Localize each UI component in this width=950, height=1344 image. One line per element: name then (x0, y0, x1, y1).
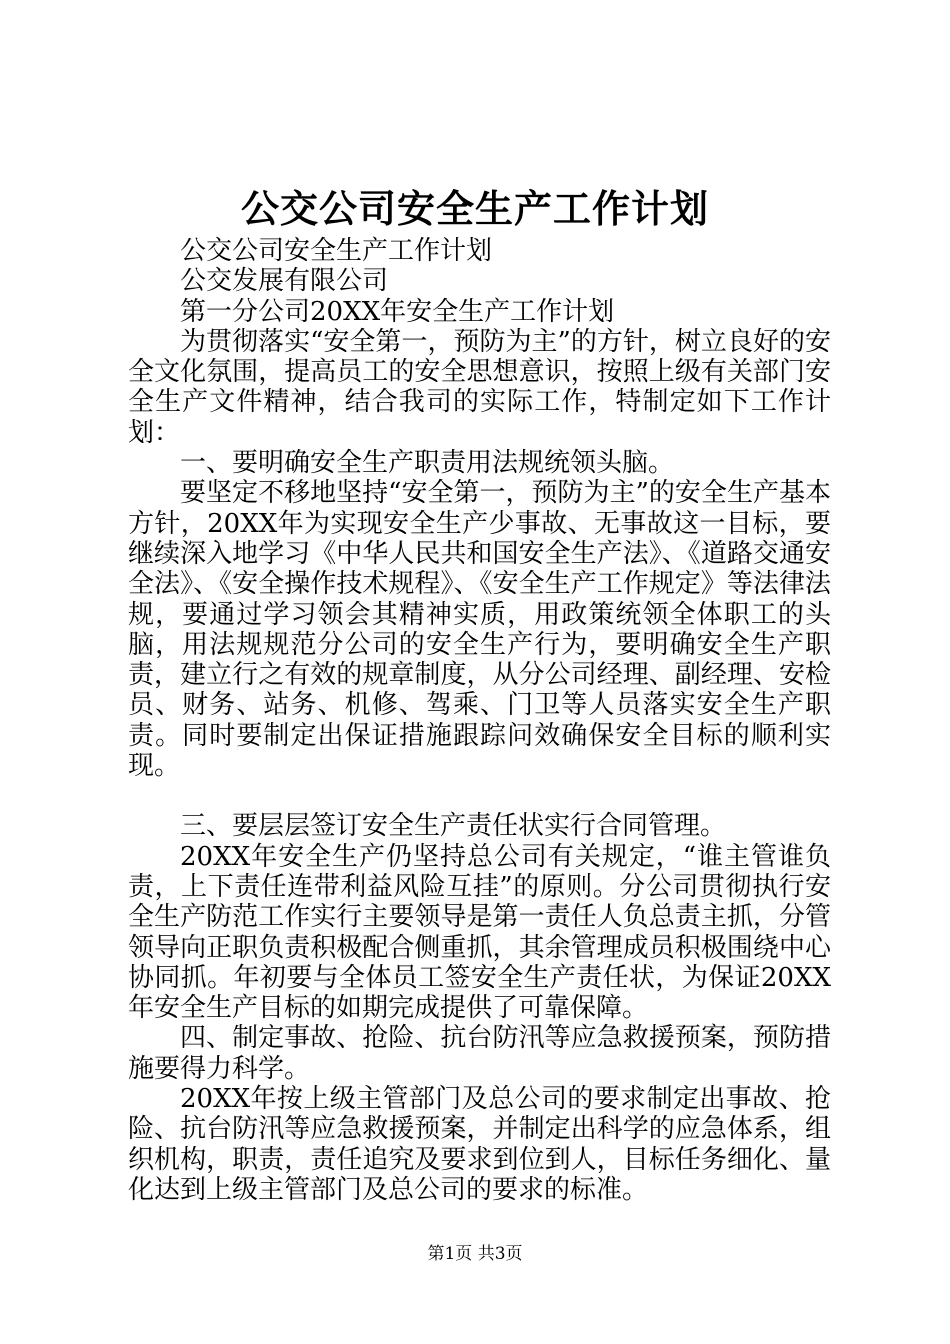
paragraph-intro: 为贯彻落实“安全第一，预防为主”的方针，树立良好的安全文化氛围，提高员工的安全思想意识，按照上级有关部门安全生产文件精神，结合我司的实际工作，特制定如下工作计划： (128, 326, 831, 448)
section-heading-3: 三、要层层签订安全生产责任状实行合同管理。 (180, 811, 727, 842)
document-body (128, 236, 831, 1205)
paragraph-section-4: 20XX年按上级主管部门及总公司的要求制定出事故、抢险、抗台防汛等应急救援预案，并制定出科学的应急体系，组织机构，职责，责任追究及要求到位到人，目标任务细化、量化达到上级主管部门及总公司的要求的标准。 (128, 1084, 831, 1205)
page-number-footer: 第1页 共3页 (427, 1244, 523, 1264)
paragraph-section-1: 要坚定不移地坚持“安全第一，预防为主”的安全生产基本方针，20XX年为实现安全生产少事故、无事故这一目标，要继续深入地学习《中华人民共和国安全生产法》、《道路交通安全法》、《安全操作技术规程》、《安全生产工作规定》等法律法规，要通过学习领会其精神实质，用政策统领全体职工的头脑，用法规规范分公司的安全生产行为，要明确安全生产职责，建立行之有效的规章制度，从分公司经理、副经理、安检员、财务、站务、机修、驾乘、门卫等人员落实安全生产职责。同时要制定出保证措施跟踪问效确保安全目标的顺利实现。 (128, 478, 831, 782)
paragraph-company: 公交发展有限公司 (180, 266, 389, 297)
paragraph-section-3: 20XX年安全生产仍坚持总公司有关规定，“谁主管谁负责，上下责任连带利益风险互挂”的原则。分公司贯彻执行安全生产防范工作实行主要领导是第一责任人负总责主抓，分管领导向正职负责积极配合侧重抓，其余管理成员积极围绕中心协同抓。年初要与全体员工签安全生产责任状，为保证20XX年安全生产目标的如期完成提供了可靠保障。 (128, 841, 831, 1024)
document-title: 公交公司安全生产工作计划 (240, 186, 709, 231)
section-heading-1: 一、要明确安全生产职责用法规统领头脑。 (180, 448, 675, 479)
paragraph-heading-repeat: 公交公司安全生产工作计划 (180, 236, 493, 266)
section-heading-4: 四、制定事故、抢险、抗台防汛等应急救援预案，预防措施要得力科学。 (128, 1023, 831, 1084)
paragraph-subtitle: 第一分公司20XX年安全生产工作计划 (180, 296, 615, 327)
